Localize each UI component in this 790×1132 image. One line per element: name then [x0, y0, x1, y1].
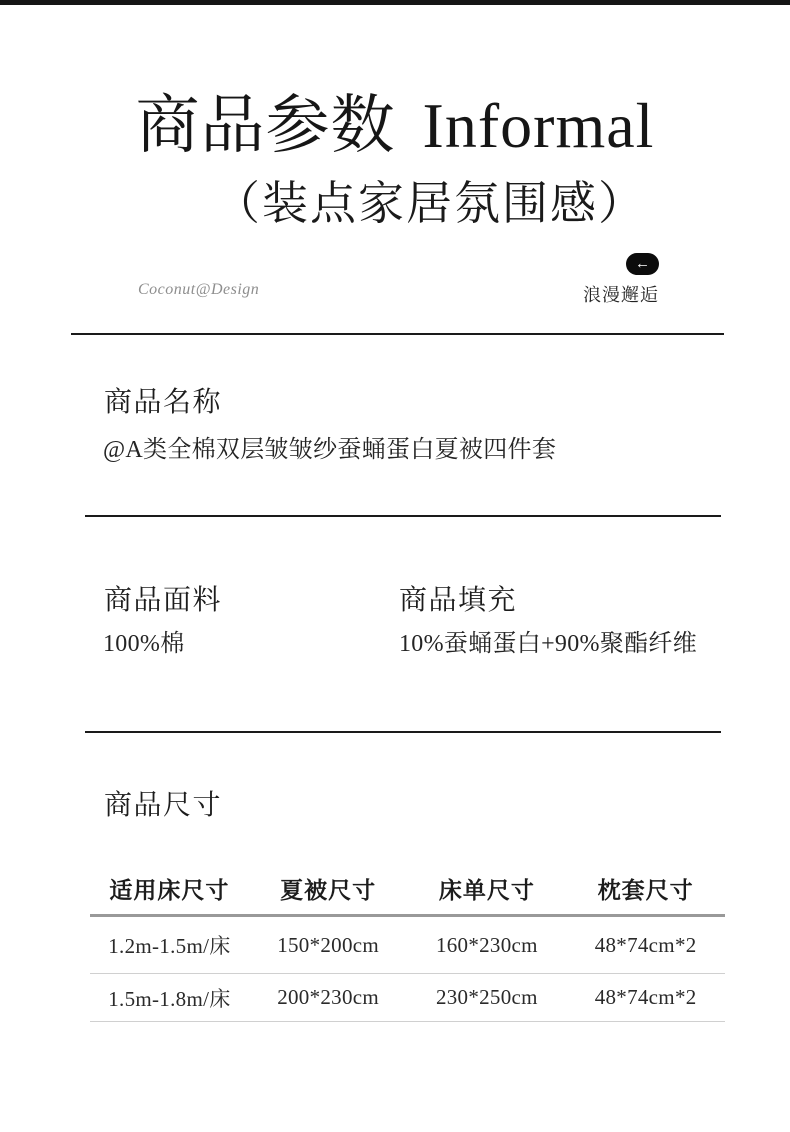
cell-sheet-size: 160*230cm — [435, 932, 538, 957]
cell-pillowcase-size: 48*74cm*2 — [594, 985, 697, 1009]
cell-pillowcase-size: 48*74cm*2 — [594, 932, 697, 957]
section-label-size: 商品尺寸 — [104, 790, 223, 821]
column-header-bed-size: 适用床尺寸 — [109, 877, 230, 903]
product-name-value: @A类全棉双层皱皱纱蚕蛹蛋白夏被四件套 — [103, 437, 557, 463]
table-row — [90, 974, 725, 1022]
table-row — [90, 917, 725, 974]
top-edge-strip — [0, 0, 790, 5]
cell-bed-size: 1.2m-1.5m/床 — [108, 934, 231, 958]
column-header-sheet-size: 床单尺寸 — [438, 877, 535, 903]
cell-sheet-size: 230*250cm — [435, 985, 538, 1009]
column-header-quilt-size: 夏被尺寸 — [280, 877, 377, 903]
brand-credit: Coconut@Design — [138, 281, 260, 298]
cell-bed-size: 1.5m-1.8m/床 — [108, 986, 231, 1011]
section-label-fabric: 商品面料 — [104, 585, 223, 616]
section-divider-1 — [85, 515, 721, 517]
filling-value: 10%蚕蛹蛋白+90%聚酯纤维 — [399, 631, 698, 657]
tagline-text: 浪漫邂逅 — [583, 285, 659, 305]
section-label-product-name: 商品名称 — [104, 387, 223, 418]
size-table-header-row — [90, 862, 725, 917]
page-title-english: Informal — [422, 90, 655, 161]
page-title — [0, 92, 790, 159]
left-arrow-icon: ← — [635, 255, 650, 272]
page-title-chinese: 商品参数 — [135, 90, 396, 161]
section-divider-2 — [85, 731, 721, 733]
column-header-pillowcase-size: 枕套尺寸 — [597, 877, 694, 903]
page-subtitle: （装点家居氛围感） — [214, 178, 646, 229]
cell-quilt-size: 200*230cm — [277, 985, 380, 1009]
section-label-filling: 商品填充 — [399, 585, 518, 616]
header-divider — [71, 333, 724, 335]
fabric-value: 100%棉 — [103, 631, 185, 657]
size-table — [90, 862, 725, 1022]
back-arrow-badge — [626, 253, 659, 275]
cell-quilt-size: 150*200cm — [277, 932, 380, 957]
